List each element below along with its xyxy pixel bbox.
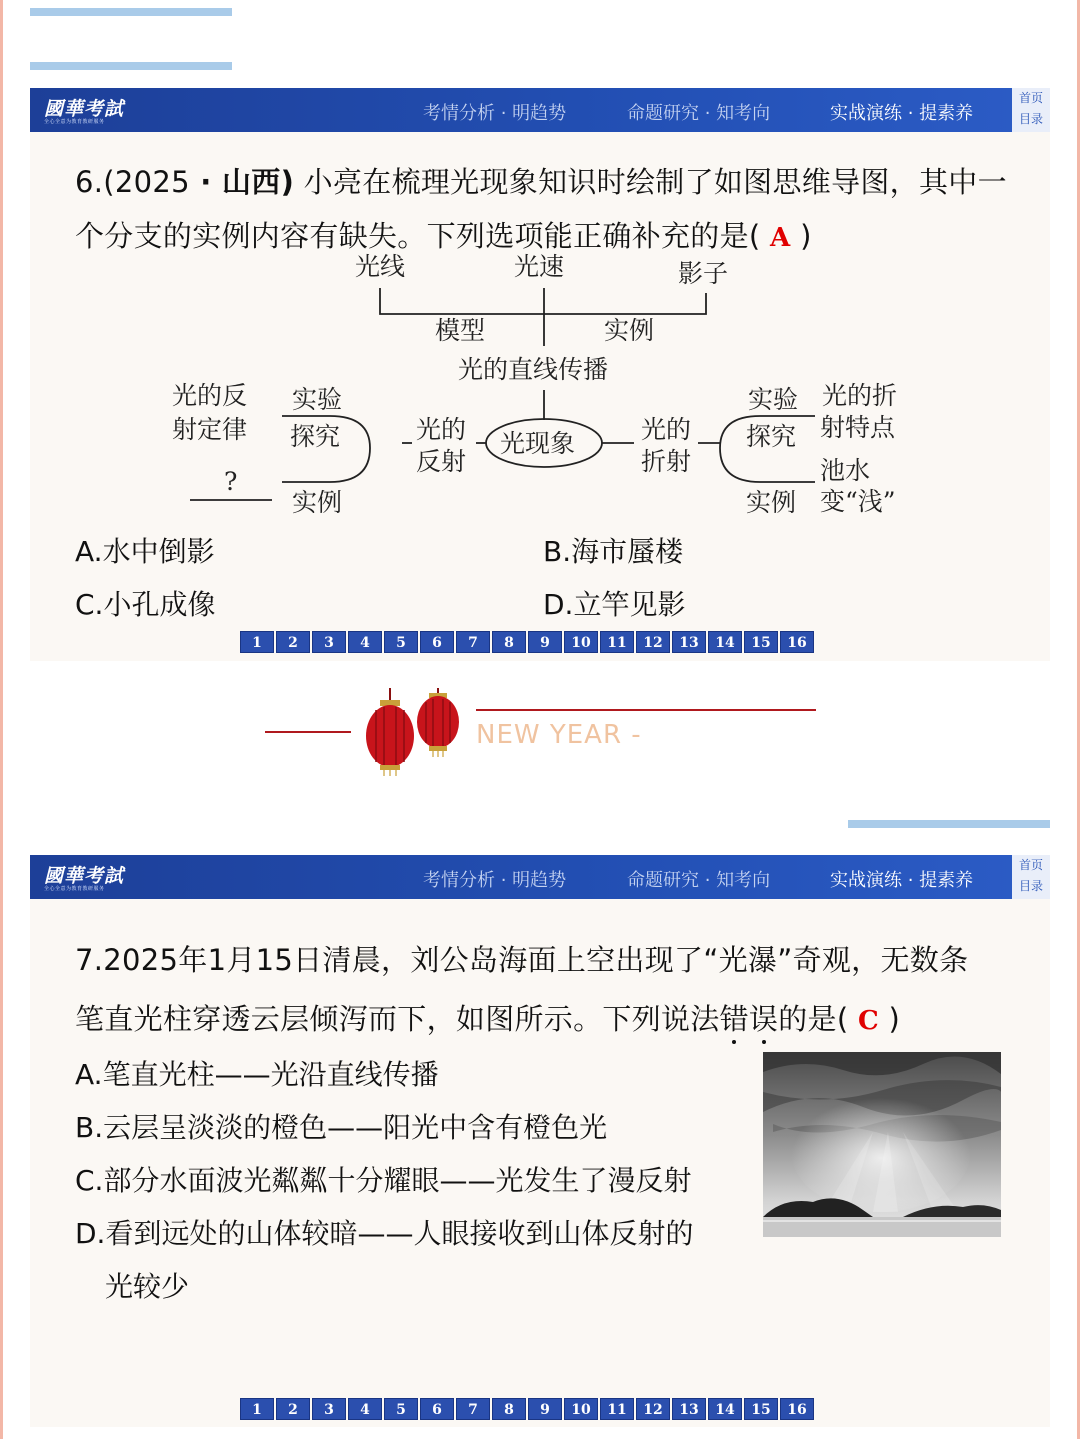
slide-question-6 xyxy=(30,88,1050,661)
mm-top-shadow: 影子 xyxy=(678,259,729,288)
page-button[interactable]: 1 xyxy=(240,631,274,653)
logo-text: 國華考試 xyxy=(44,865,125,887)
mm-left-branch-l1: 光的 xyxy=(416,415,467,444)
nav-question-research[interactable]: 命题研究 · 知考向 xyxy=(627,870,771,891)
page-button[interactable]: 10 xyxy=(564,1398,598,1420)
mm-left-exp-l2: 探究 xyxy=(290,422,341,451)
page-button[interactable]: 5 xyxy=(384,631,418,653)
lantern-icon xyxy=(362,688,464,776)
nav-exam-analysis[interactable]: 考情分析 · 明趋势 xyxy=(423,103,567,124)
mm-right-branch-l1: 光的 xyxy=(641,415,692,444)
option-b[interactable]: B.云层呈淡淡的橙色——阳光中含有橙色光 xyxy=(75,1111,608,1144)
page-button[interactable]: 11 xyxy=(600,631,634,653)
page-button[interactable]: 7 xyxy=(456,1398,490,1420)
answer-mark: C xyxy=(857,1006,879,1036)
question-text: 小亮在梳理光现象知识时绘制了如图思维导图，其中一 xyxy=(294,165,1007,199)
logo-subtitle: 全心全意为教育教研服务 xyxy=(44,886,105,892)
option-a[interactable]: A.笔直光柱——光沿直线传播 xyxy=(75,1058,439,1091)
page-button[interactable]: 7 xyxy=(456,631,490,653)
catalog-link[interactable]: 目录 xyxy=(1018,112,1043,126)
page-button[interactable]: 2 xyxy=(276,631,310,653)
page-button[interactable]: 3 xyxy=(312,1398,346,1420)
page-button[interactable]: 6 xyxy=(420,1398,454,1420)
page-button[interactable]: 4 xyxy=(348,631,382,653)
page-button[interactable]: 8 xyxy=(492,631,526,653)
mm-right-branch-l2: 折射 xyxy=(641,447,692,476)
mm-left-example: 实例 xyxy=(292,488,343,517)
page-button[interactable]: 9 xyxy=(528,1398,562,1420)
question-text: 的是( xyxy=(778,1002,849,1036)
page-navigator xyxy=(240,1398,814,1420)
home-link[interactable]: 首页 xyxy=(1018,858,1043,872)
page-button[interactable]: 16 xyxy=(780,1398,814,1420)
mm-left-exp-l1: 实验 xyxy=(292,385,343,414)
mm-right-example: 实例 xyxy=(746,488,797,517)
mm-model: 模型 xyxy=(435,316,486,345)
question-text: 个分支的实例内容有缺失。下列选项能正确补充的是( xyxy=(75,219,761,253)
nav-question-research[interactable]: 命题研究 · 知考向 xyxy=(627,103,771,124)
page-navigator xyxy=(240,631,814,653)
divider-line-left xyxy=(265,731,351,733)
mm-right-case-l2: 变“浅” xyxy=(820,487,896,516)
decor-bar xyxy=(30,8,232,16)
divider-line-right xyxy=(476,709,816,711)
nav-exam-analysis[interactable]: 考情分析 · 明趋势 xyxy=(423,870,567,891)
question-7-line2 xyxy=(75,997,900,1038)
question-text: 笔直光柱穿透云层倾泻而下，如图所示。下列说法 xyxy=(75,1002,720,1036)
emphasis-char: 误 xyxy=(749,997,778,1038)
catalog-link[interactable]: 目录 xyxy=(1018,879,1043,893)
page-button[interactable]: 14 xyxy=(708,1398,742,1420)
home-catalog-panel xyxy=(1012,855,1050,899)
mm-center-topic: 光的直线传播 xyxy=(458,355,609,384)
mm-left-unknown: ? xyxy=(224,467,238,496)
page-button[interactable]: 5 xyxy=(384,1398,418,1420)
page-button[interactable]: 8 xyxy=(492,1398,526,1420)
emphasis-char: 错 xyxy=(720,997,749,1038)
mm-top-light-speed: 光速 xyxy=(514,252,565,281)
question-number: 6.(2025 xyxy=(75,165,190,199)
page-button[interactable]: 12 xyxy=(636,1398,670,1420)
page-button[interactable]: 3 xyxy=(312,631,346,653)
page-button[interactable]: 12 xyxy=(636,631,670,653)
option-d[interactable]: D.看到远处的山体较暗——人眼接收到山体反射的 xyxy=(75,1217,694,1250)
option-c[interactable]: C.部分水面波光粼粼十分耀眼——光发生了漫反射 xyxy=(75,1164,692,1197)
page-button[interactable]: 14 xyxy=(708,631,742,653)
decor-bar xyxy=(848,820,1050,828)
mm-right-law-l1: 光的折 xyxy=(822,381,898,410)
page-button[interactable]: 16 xyxy=(780,631,814,653)
close-paren: ) xyxy=(888,1002,901,1036)
page-button[interactable]: 1 xyxy=(240,1398,274,1420)
light-rays-photo xyxy=(763,1052,1001,1237)
mm-left-law-l1: 光的反 xyxy=(172,381,248,410)
page-button[interactable]: 10 xyxy=(564,631,598,653)
mm-left-law-l2: 射定律 xyxy=(172,415,248,444)
page-button[interactable]: 15 xyxy=(744,1398,778,1420)
logo-subtitle: 全心全意为教育教研服务 xyxy=(44,119,105,125)
mm-right-exp-l2: 探究 xyxy=(746,422,797,451)
option-c[interactable]: C.小孔成像 xyxy=(75,588,216,621)
page-button[interactable]: 9 xyxy=(528,631,562,653)
new-year-caption: NEW YEAR - xyxy=(476,720,642,750)
home-link[interactable]: 首页 xyxy=(1018,91,1043,105)
mm-right-exp-l1: 实验 xyxy=(748,385,799,414)
brand-logo xyxy=(42,859,142,895)
decor-bar xyxy=(30,62,232,70)
page-button[interactable]: 13 xyxy=(672,1398,706,1420)
page-button[interactable]: 13 xyxy=(672,631,706,653)
page-button[interactable]: 2 xyxy=(276,1398,310,1420)
option-d[interactable]: D.立竿见影 xyxy=(543,588,686,621)
mm-right-law-l2: 射特点 xyxy=(820,413,896,442)
mind-map-diagram xyxy=(30,88,1050,661)
nav-practice[interactable]: 实战演练 · 提素养 xyxy=(830,103,974,124)
mm-center-label: 光现象 xyxy=(500,429,576,458)
option-d-continued: 光较少 xyxy=(105,1270,190,1303)
mm-top-light-ray: 光线 xyxy=(355,252,406,281)
option-b[interactable]: B.海市蜃楼 xyxy=(543,535,684,568)
left-frame-border xyxy=(0,0,3,1439)
page-button[interactable]: 4 xyxy=(348,1398,382,1420)
mm-bracket-top xyxy=(380,288,706,314)
question-7-line1: 7.2025年1月15日清晨，刘公岛海面上空出现了“光瀑”奇观，无数条 xyxy=(75,943,969,977)
question-source: · 山西) xyxy=(189,165,295,199)
mm-left-branch-l2: 反射 xyxy=(416,447,467,476)
mm-right-case-l1: 池水 xyxy=(820,456,871,485)
page-button[interactable]: 15 xyxy=(744,631,778,653)
page-button[interactable]: 11 xyxy=(600,1398,634,1420)
slide-header xyxy=(30,855,1050,899)
option-a[interactable]: A.水中倒影 xyxy=(75,535,215,568)
answer-mark: A xyxy=(770,223,791,253)
close-paren: ) xyxy=(800,219,812,253)
mm-example: 实例 xyxy=(604,316,655,345)
logo-text: 國華考試 xyxy=(44,98,125,120)
nav-practice[interactable]: 实战演练 · 提素养 xyxy=(830,870,974,891)
page-button[interactable]: 6 xyxy=(420,631,454,653)
